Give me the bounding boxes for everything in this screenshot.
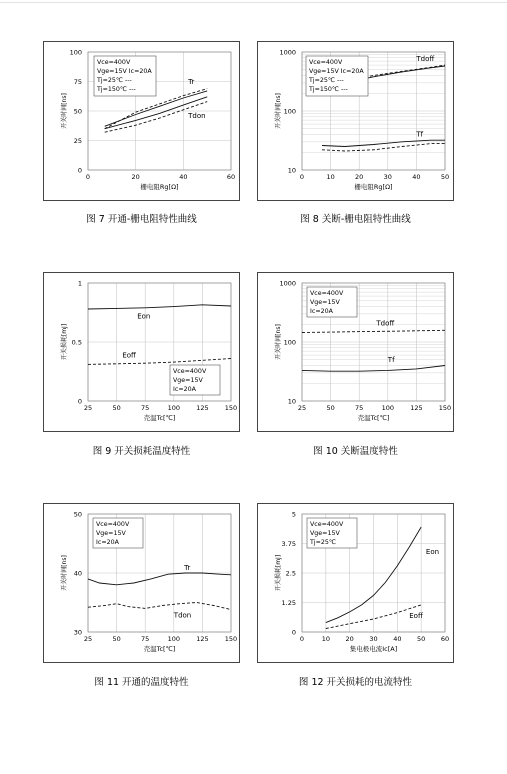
x-axis-title: 集电极电流Ic[A] [349,645,398,653]
x-tick-label: 150 [438,404,452,412]
legend-line: Ic=20A [173,386,196,393]
x-tick-label: 30 [369,635,378,643]
legend-line: Tj=25℃ [310,539,336,546]
legend-box [307,518,357,548]
y-tick-label: 0 [77,166,82,175]
chart-svg [258,273,453,431]
x-tick-label: 75 [141,404,150,412]
x-axis-title: 栅电阻Rg[Ω] [140,183,179,191]
chart-svg [44,273,239,431]
figure-caption-6: 图 12 开关损耗的电流特性 [298,677,413,688]
x-tick-label: 100 [167,404,181,412]
y-tick-label: 10 [287,397,296,406]
y-tick-label: 1.25 [281,599,296,607]
legend-line: Vce=400V [309,59,343,66]
legend-box [94,56,156,96]
series-label: Tr [188,77,195,86]
legend-line: Ic=20A [310,308,333,315]
x-tick-label: 25 [83,635,93,643]
y-tick-label: 50 [73,107,82,116]
x-axis-title: 栅电阻Rg[Ω] [354,183,393,191]
legend-line: Vge=15V [310,530,340,537]
series-label: Tdon [188,112,206,121]
series-label: Tdoff [416,55,435,64]
chart-svg [44,504,239,662]
y-axis-title: 开关时间[ns] [275,93,282,129]
legend-line: Tj=25℃ --- [309,77,344,84]
x-tick-label: 25 [83,404,93,412]
chart-panel-6 [257,503,454,663]
series-label: Tf [387,355,395,364]
y-tick-label: 50 [73,510,82,519]
legend-line: Vge=15V Ic=20A [309,68,364,75]
legend-line: Vce=400V [173,368,207,375]
x-tick-label: 125 [410,404,423,412]
x-tick-label: 20 [131,173,140,181]
series-label: Tr [184,564,191,573]
figure-caption-1: 图 7 开通-栅电阻特性曲线 [86,214,197,225]
chart-panel-1 [43,41,240,201]
x-axis-title: 壳温Tc[℃] [143,645,176,653]
series-label: Eon [137,312,151,321]
y-axis-title: 开关时间[ns] [61,93,68,129]
x-tick-label: 60 [226,173,236,181]
x-tick-label: 20 [345,635,354,643]
x-tick-label: 40 [393,635,402,643]
figure-caption-3: 图 9 开关损耗温度特性 [92,446,191,457]
y-tick-label: 1000 [279,279,296,288]
series-line-eon [88,305,231,309]
chart-panel-5 [43,503,240,663]
x-tick-label: 0 [299,635,305,643]
legend-line: Tj=150℃ --- [97,86,136,93]
series-label: Tdon [173,611,192,620]
chart-panel-4 [257,272,454,432]
x-tick-label: 150 [224,635,238,643]
x-tick-label: 50 [112,635,121,643]
series-line-tf [302,366,445,372]
series-line-eoff [88,359,231,365]
y-tick-label: 40 [73,569,82,578]
legend-line: Vce=400V [97,59,131,66]
legend-box [307,287,357,317]
legend-line: Vce=400V [310,521,344,528]
y-tick-label: 0 [291,628,296,637]
chart-svg [258,504,453,662]
legend-line: Tj=25℃ --- [97,77,132,84]
y-tick-label: 1 [77,279,82,288]
y-tick-label: 25 [73,137,82,145]
x-tick-label: 40 [179,173,188,181]
y-axis-title: 开关时间[ns] [275,324,282,360]
x-tick-label: 0 [85,173,91,181]
chart-svg [258,42,453,200]
y-tick-label: 0 [77,397,82,406]
y-tick-label: 2.5 [285,569,296,578]
x-tick-label: 50 [417,635,426,643]
y-tick-label: 10 [287,166,296,175]
y-tick-label: 0.5 [71,338,82,347]
x-tick-label: 50 [326,404,335,412]
header-rule [0,2,507,3]
x-tick-label: 40 [412,173,421,181]
legend-line: Vge=15V [173,377,203,384]
y-tick-label: 100 [283,338,296,347]
y-tick-label: 1000 [279,48,296,57]
series-label: Eoff [409,611,423,620]
x-axis-title: 壳温Tc[℃] [357,414,390,422]
x-tick-label: 125 [196,404,209,412]
x-tick-label: 100 [381,404,395,412]
figure-caption-5: 图 11 开通的温度特性 [94,677,189,688]
x-tick-label: 75 [355,404,364,412]
x-tick-label: 30 [383,173,392,181]
y-tick-label: 30 [73,628,82,637]
legend-line: Ic=20A [96,539,119,546]
legend-line: Vce=400V [310,290,344,297]
y-axis-title: 开关时间[ns] [61,555,68,591]
x-tick-label: 125 [196,635,209,643]
chart-svg [44,42,239,200]
x-tick-label: 25 [297,404,307,412]
y-tick-label: 100 [283,107,296,116]
x-tick-label: 10 [326,173,335,181]
x-tick-label: 10 [321,635,330,643]
legend-line: Vce=400V [96,521,130,528]
figure-caption-4: 图 10 关断温度特性 [313,446,398,457]
x-tick-label: 50 [112,404,121,412]
legend-line: Tj=150℃ --- [309,86,348,93]
y-tick-label: 3.75 [281,540,296,548]
x-tick-label: 50 [440,173,450,181]
series-label: Eoff [122,351,136,360]
x-tick-label: 20 [355,173,364,181]
legend-box [170,365,220,395]
series-line-tdon [88,603,231,610]
chart-panel-3 [43,272,240,432]
x-tick-label: 150 [224,404,238,412]
series-label: Tdoff [376,319,395,328]
series-line-tdoff [302,330,445,332]
series-label: Tf [416,130,424,139]
series-line-tr [88,573,231,585]
y-tick-label: 75 [73,78,82,86]
legend-box [93,518,143,548]
series-label: Eon [425,548,440,557]
series-line-tf [322,140,445,146]
legend-box [306,56,368,96]
x-tick-label: 100 [167,635,181,643]
y-tick-label: 5 [291,510,296,519]
x-axis-title: 壳温Tc[℃] [143,414,176,422]
legend-line: Vge=15V [310,299,340,306]
chart-panel-2 [257,41,454,201]
y-axis-title: 开关损耗[mJ] [275,554,282,592]
series-line-tf [322,144,445,151]
y-axis-title: 开关损耗[mJ] [61,323,68,361]
x-tick-label: 0 [299,173,305,181]
y-tick-label: 100 [69,48,82,57]
x-tick-label: 75 [141,635,150,643]
figure-caption-2: 图 8 关断-栅电阻特性曲线 [300,214,411,225]
legend-line: Vge=15V Ic=20A [97,68,152,75]
x-tick-label: 60 [440,635,450,643]
legend-line: Vge=15V [96,530,126,537]
